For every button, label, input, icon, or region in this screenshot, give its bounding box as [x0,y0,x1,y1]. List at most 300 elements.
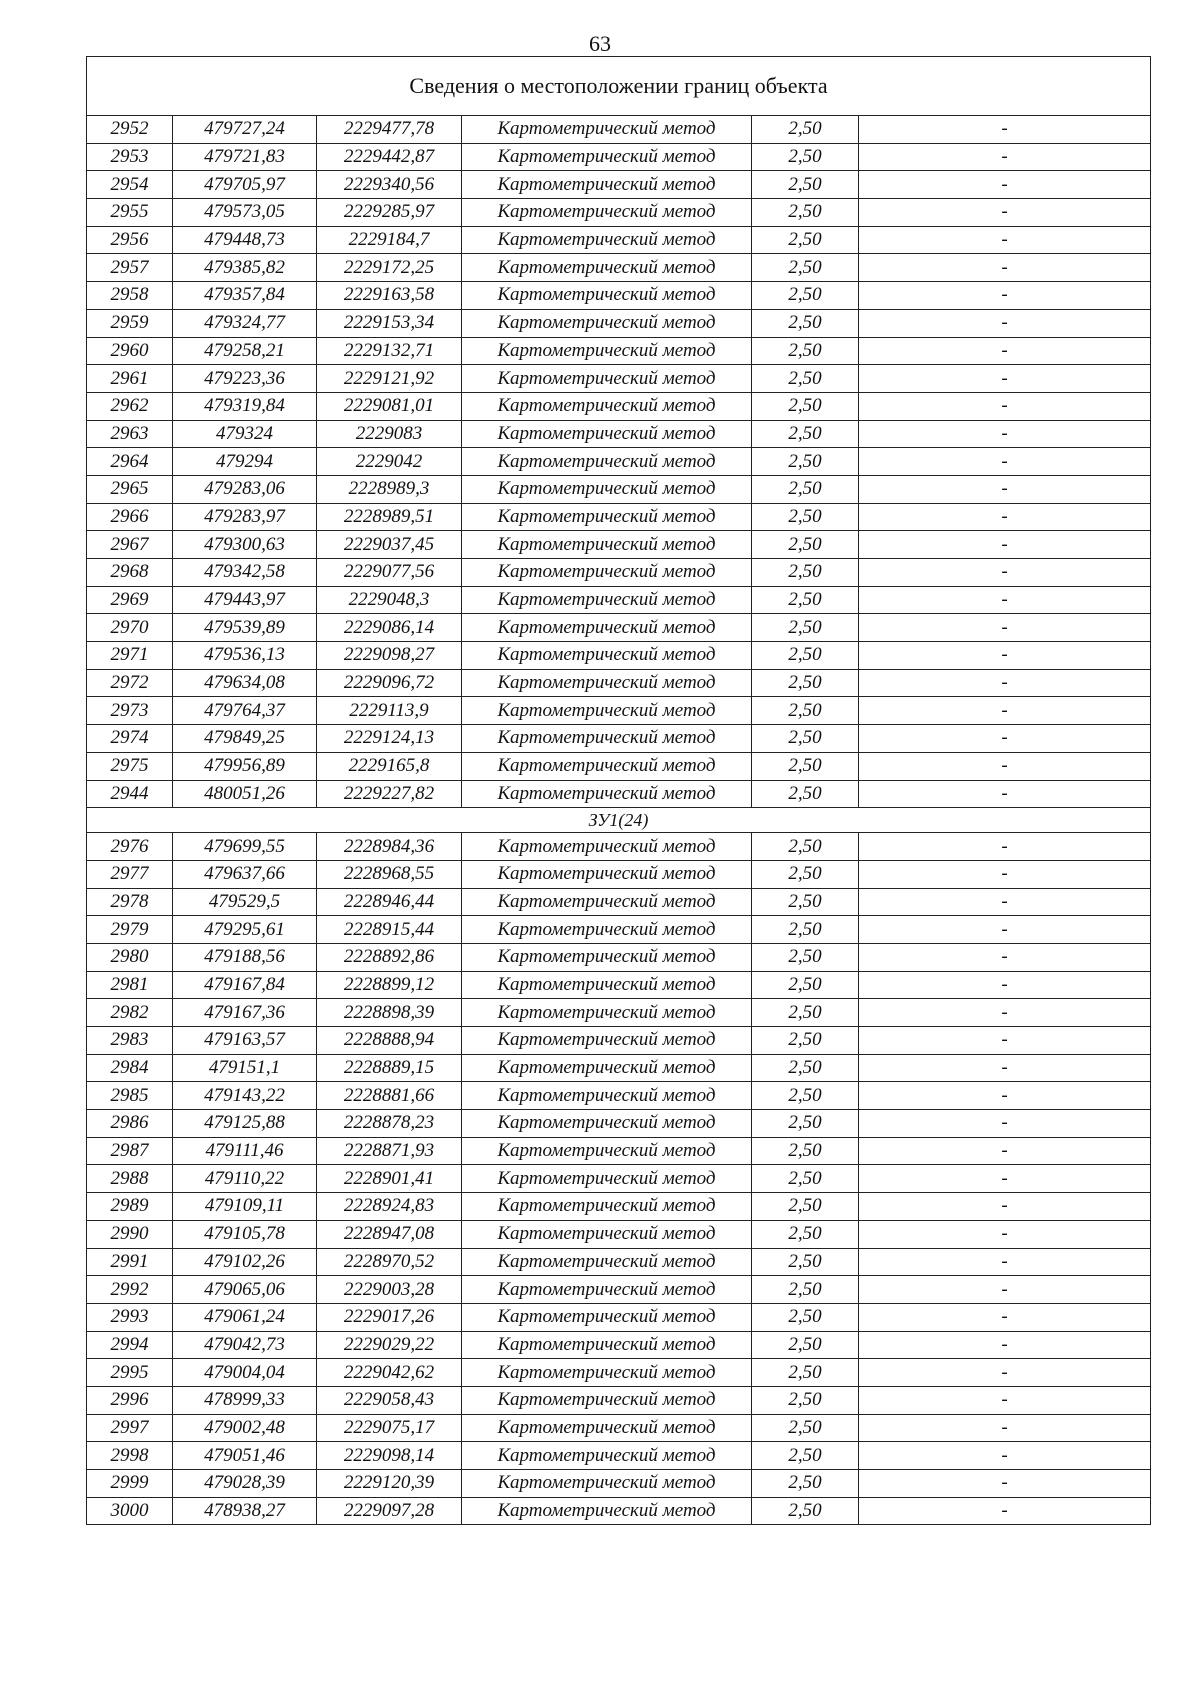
table-row [87,860,1151,888]
cell-coordinate-x: 479258,21 [173,337,317,365]
cell-point-number: 2990 [87,1220,173,1248]
cell-method: Картометрический метод [462,254,752,282]
cell-description: - [859,1359,1151,1387]
cell-description: - [859,365,1151,393]
cell-coordinate-y: 2229042,62 [317,1359,462,1387]
cell-description: - [859,1276,1151,1304]
cell-point-number: 2997 [87,1414,173,1442]
cell-description: - [859,1082,1151,1110]
cell-point-number: 2972 [87,669,173,697]
cell-description: - [859,669,1151,697]
cell-description: - [859,697,1151,725]
cell-coordinate-y: 2229075,17 [317,1414,462,1442]
cell-description: - [859,531,1151,559]
cell-accuracy: 2,50 [752,199,859,227]
cell-accuracy: 2,50 [752,888,859,916]
cell-accuracy: 2,50 [752,586,859,614]
table-row [87,420,1151,448]
table-row [87,1054,1151,1082]
cell-coordinate-x: 479002,48 [173,1414,317,1442]
cell-coordinate-y: 2229172,25 [317,254,462,282]
cell-coordinate-y: 2229184,7 [317,226,462,254]
cell-coordinate-y: 2229042 [317,448,462,476]
cell-coordinate-x: 479539,89 [173,614,317,642]
cell-coordinate-x: 479151,1 [173,1054,317,1082]
cell-accuracy: 2,50 [752,475,859,503]
cell-description: - [859,171,1151,199]
cell-coordinate-x: 479294 [173,448,317,476]
cell-coordinate-y: 2229048,3 [317,586,462,614]
cell-point-number: 2975 [87,752,173,780]
cell-method: Картометрический метод [462,1359,752,1387]
cell-method: Картометрический метод [462,337,752,365]
cell-coordinate-y: 2229086,14 [317,614,462,642]
cell-method: Картометрический метод [462,282,752,310]
cell-method: Картометрический метод [462,1470,752,1498]
cell-method: Картометрический метод [462,1165,752,1193]
cell-accuracy: 2,50 [752,1110,859,1138]
cell-method: Картометрический метод [462,1497,752,1525]
cell-method: Картометрический метод [462,1220,752,1248]
cell-accuracy: 2,50 [752,1442,859,1470]
cell-method: Картометрический метод [462,642,752,670]
table-row [87,448,1151,476]
cell-point-number: 2958 [87,282,173,310]
table-row [87,697,1151,725]
cell-accuracy: 2,50 [752,1331,859,1359]
table-row [87,1331,1151,1359]
cell-description: - [859,392,1151,420]
cell-coordinate-y: 2228901,41 [317,1165,462,1193]
cell-point-number: 2977 [87,860,173,888]
cell-point-number: 3000 [87,1497,173,1525]
cell-method: Картометрический метод [462,971,752,999]
cell-method: Картометрический метод [462,503,752,531]
cell-method: Картометрический метод [462,226,752,254]
cell-accuracy: 2,50 [752,503,859,531]
cell-description: - [859,1165,1151,1193]
cell-accuracy: 2,50 [752,916,859,944]
cell-coordinate-y: 2228984,36 [317,833,462,861]
cell-description: - [859,1386,1151,1414]
cell-accuracy: 2,50 [752,116,859,144]
cell-coordinate-y: 2228881,66 [317,1082,462,1110]
cell-point-number: 2970 [87,614,173,642]
cell-point-number: 2985 [87,1082,173,1110]
table-row [87,971,1151,999]
cell-description: - [859,642,1151,670]
table-row [87,1442,1151,1470]
cell-coordinate-x: 479167,36 [173,999,317,1027]
cell-coordinate-x: 479634,08 [173,669,317,697]
cell-method: Картометрический метод [462,448,752,476]
cell-method: Картометрический метод [462,365,752,393]
table-row [87,143,1151,171]
table-title-row [87,57,1151,116]
cell-description: - [859,833,1151,861]
cell-accuracy: 2,50 [752,1497,859,1525]
cell-coordinate-y: 2228899,12 [317,971,462,999]
cell-point-number: 2999 [87,1470,173,1498]
cell-accuracy: 2,50 [752,1359,859,1387]
cell-coordinate-x: 479721,83 [173,143,317,171]
cell-coordinate-x: 480051,26 [173,780,317,808]
table-row [87,254,1151,282]
cell-point-number: 2998 [87,1442,173,1470]
cell-coordinate-y: 2229098,14 [317,1442,462,1470]
cell-point-number: 2996 [87,1386,173,1414]
cell-point-number: 2992 [87,1276,173,1304]
table-row [87,1137,1151,1165]
cell-accuracy: 2,50 [752,1165,859,1193]
cell-description: - [859,143,1151,171]
cell-accuracy: 2,50 [752,971,859,999]
cell-point-number: 2969 [87,586,173,614]
cell-coordinate-y: 2229003,28 [317,1276,462,1304]
cell-accuracy: 2,50 [752,725,859,753]
cell-description: - [859,916,1151,944]
cell-accuracy: 2,50 [752,1027,859,1055]
cell-accuracy: 2,50 [752,614,859,642]
cell-method: Картометрический метод [462,559,752,587]
cell-accuracy: 2,50 [752,337,859,365]
cell-method: Картометрический метод [462,475,752,503]
cell-point-number: 2974 [87,725,173,753]
cell-coordinate-y: 2229442,87 [317,143,462,171]
cell-method: Картометрический метод [462,116,752,144]
cell-coordinate-x: 479283,06 [173,475,317,503]
table-row [87,1303,1151,1331]
table-row [87,199,1151,227]
table-row [87,337,1151,365]
table-row [87,1470,1151,1498]
cell-accuracy: 2,50 [752,1054,859,1082]
cell-description: - [859,1442,1151,1470]
table-row [87,1359,1151,1387]
cell-coordinate-x: 479385,82 [173,254,317,282]
cell-method: Картометрический метод [462,1303,752,1331]
cell-point-number: 2968 [87,559,173,587]
cell-description: - [859,586,1151,614]
cell-coordinate-x: 479529,5 [173,888,317,916]
cell-coordinate-y: 2229163,58 [317,282,462,310]
cell-method: Картометрический метод [462,780,752,808]
cell-accuracy: 2,50 [752,309,859,337]
cell-method: Картометрический метод [462,309,752,337]
cell-description: - [859,1137,1151,1165]
cell-accuracy: 2,50 [752,282,859,310]
cell-accuracy: 2,50 [752,559,859,587]
cell-accuracy: 2,50 [752,1082,859,1110]
table-row [87,586,1151,614]
table-row [87,780,1151,808]
cell-point-number: 2966 [87,503,173,531]
cell-coordinate-y: 2228989,51 [317,503,462,531]
cell-accuracy: 2,50 [752,1248,859,1276]
cell-description: - [859,1054,1151,1082]
table-row [87,282,1151,310]
cell-coordinate-x: 479188,56 [173,943,317,971]
cell-coordinate-y: 2228989,3 [317,475,462,503]
table-row [87,1027,1151,1055]
cell-description: - [859,116,1151,144]
cell-point-number: 2954 [87,171,173,199]
cell-method: Картометрический метод [462,586,752,614]
cell-description: - [859,1497,1151,1525]
cell-coordinate-y: 2228889,15 [317,1054,462,1082]
cell-coordinate-y: 2228888,94 [317,1027,462,1055]
cell-coordinate-x: 479448,73 [173,226,317,254]
cell-description: - [859,282,1151,310]
cell-coordinate-x: 479111,46 [173,1137,317,1165]
table-row [87,531,1151,559]
cell-coordinate-x: 479042,73 [173,1331,317,1359]
cell-accuracy: 2,50 [752,860,859,888]
cell-accuracy: 2,50 [752,752,859,780]
cell-description: - [859,254,1151,282]
cell-point-number: 2982 [87,999,173,1027]
cell-point-number: 2976 [87,833,173,861]
cell-accuracy: 2,50 [752,999,859,1027]
table-row [87,1248,1151,1276]
cell-coordinate-y: 2229037,45 [317,531,462,559]
cell-point-number: 2944 [87,780,173,808]
cell-coordinate-x: 479727,24 [173,116,317,144]
table-row [87,392,1151,420]
table-row [87,171,1151,199]
cell-coordinate-x: 479705,97 [173,171,317,199]
cell-coordinate-x: 479109,11 [173,1193,317,1221]
cell-accuracy: 2,50 [752,1193,859,1221]
cell-accuracy: 2,50 [752,943,859,971]
cell-method: Картометрический метод [462,1248,752,1276]
table-row [87,669,1151,697]
table-row [87,1082,1151,1110]
cell-method: Картометрический метод [462,752,752,780]
cell-accuracy: 2,50 [752,1303,859,1331]
cell-description: - [859,780,1151,808]
cell-coordinate-x: 479319,84 [173,392,317,420]
cell-method: Картометрический метод [462,614,752,642]
cell-description: - [859,226,1151,254]
cell-coordinate-x: 479105,78 [173,1220,317,1248]
cell-point-number: 2960 [87,337,173,365]
cell-coordinate-y: 2229153,34 [317,309,462,337]
cell-point-number: 2962 [87,392,173,420]
cell-coordinate-y: 2228898,39 [317,999,462,1027]
cell-accuracy: 2,50 [752,171,859,199]
cell-coordinate-y: 2229077,56 [317,559,462,587]
table-row [87,999,1151,1027]
cell-description: - [859,860,1151,888]
cell-point-number: 2973 [87,697,173,725]
cell-accuracy: 2,50 [752,780,859,808]
cell-accuracy: 2,50 [752,1386,859,1414]
cell-coordinate-x: 479637,66 [173,860,317,888]
cell-coordinate-x: 479283,97 [173,503,317,531]
cell-accuracy: 2,50 [752,669,859,697]
cell-description: - [859,420,1151,448]
cell-coordinate-x: 479324 [173,420,317,448]
cell-coordinate-y: 2229058,43 [317,1386,462,1414]
cell-coordinate-y: 2229477,78 [317,116,462,144]
cell-accuracy: 2,50 [752,143,859,171]
table-row [87,916,1151,944]
cell-accuracy: 2,50 [752,1414,859,1442]
cell-description: - [859,752,1151,780]
cell-method: Картометрический метод [462,143,752,171]
cell-point-number: 2994 [87,1331,173,1359]
cell-method: Картометрический метод [462,943,752,971]
cell-accuracy: 2,50 [752,1276,859,1304]
cell-description: - [859,1331,1151,1359]
table-row [87,752,1151,780]
cell-point-number: 2953 [87,143,173,171]
cell-coordinate-x: 479536,13 [173,642,317,670]
cell-point-number: 2980 [87,943,173,971]
cell-point-number: 2955 [87,199,173,227]
cell-point-number: 2995 [87,1359,173,1387]
table-row [87,116,1151,144]
table-body [87,57,1151,1525]
cell-accuracy: 2,50 [752,254,859,282]
cell-method: Картометрический метод [462,392,752,420]
cell-accuracy: 2,50 [752,1220,859,1248]
cell-method: Картометрический метод [462,1331,752,1359]
cell-description: - [859,503,1151,531]
cell-coordinate-y: 2229120,39 [317,1470,462,1498]
cell-point-number: 2979 [87,916,173,944]
cell-coordinate-y: 2228915,44 [317,916,462,944]
cell-coordinate-y: 2229113,9 [317,697,462,725]
cell-description: - [859,475,1151,503]
cell-coordinate-x: 479300,63 [173,531,317,559]
cell-point-number: 2971 [87,642,173,670]
cell-coordinate-x: 479849,25 [173,725,317,753]
cell-coordinate-x: 479004,04 [173,1359,317,1387]
cell-coordinate-x: 478938,27 [173,1497,317,1525]
cell-coordinate-x: 479324,77 [173,309,317,337]
cell-accuracy: 2,50 [752,1470,859,1498]
cell-coordinate-y: 2228878,23 [317,1110,462,1138]
cell-description: - [859,309,1151,337]
cell-description: - [859,199,1151,227]
cell-coordinate-y: 2228968,55 [317,860,462,888]
cell-method: Картометрический метод [462,420,752,448]
cell-point-number: 2952 [87,116,173,144]
table-row [87,614,1151,642]
cell-coordinate-y: 2229165,8 [317,752,462,780]
cell-method: Картометрический метод [462,1386,752,1414]
cell-coordinate-y: 2229285,97 [317,199,462,227]
cell-coordinate-y: 2228892,86 [317,943,462,971]
cell-method: Картометрический метод [462,725,752,753]
table-row [87,503,1151,531]
cell-point-number: 2981 [87,971,173,999]
cell-coordinate-y: 2228947,08 [317,1220,462,1248]
cell-point-number: 2961 [87,365,173,393]
cell-point-number: 2967 [87,531,173,559]
cell-description: - [859,1248,1151,1276]
cell-accuracy: 2,50 [752,642,859,670]
cell-coordinate-y: 2229029,22 [317,1331,462,1359]
cell-description: - [859,337,1151,365]
cell-coordinate-x: 479443,97 [173,586,317,614]
cell-coordinate-x: 479051,46 [173,1442,317,1470]
cell-accuracy: 2,50 [752,531,859,559]
table-row [87,309,1151,337]
cell-coordinate-y: 2229227,82 [317,780,462,808]
cell-coordinate-y: 2228871,93 [317,1137,462,1165]
cell-point-number: 2993 [87,1303,173,1331]
table-row [87,725,1151,753]
cell-coordinate-x: 479102,26 [173,1248,317,1276]
cell-point-number: 2978 [87,888,173,916]
cell-coordinate-y: 2228970,52 [317,1248,462,1276]
cell-coordinate-x: 479223,36 [173,365,317,393]
cell-coordinate-y: 2229097,28 [317,1497,462,1525]
cell-description: - [859,1470,1151,1498]
cell-method: Картометрический метод [462,1027,752,1055]
cell-method: Картометрический метод [462,833,752,861]
cell-point-number: 2991 [87,1248,173,1276]
cell-coordinate-x: 479110,22 [173,1165,317,1193]
cell-method: Картометрический метод [462,860,752,888]
table-row [87,888,1151,916]
table-row [87,833,1151,861]
cell-accuracy: 2,50 [752,697,859,725]
cell-description: - [859,725,1151,753]
cell-coordinate-x: 479295,61 [173,916,317,944]
cell-point-number: 2959 [87,309,173,337]
cell-accuracy: 2,50 [752,833,859,861]
cell-point-number: 2963 [87,420,173,448]
cell-point-number: 2957 [87,254,173,282]
cell-coordinate-y: 2228946,44 [317,888,462,916]
table-row [87,1193,1151,1221]
cell-description: - [859,943,1151,971]
cell-coordinate-x: 479956,89 [173,752,317,780]
cell-description: - [859,1414,1151,1442]
cell-method: Картометрический метод [462,888,752,916]
cell-coordinate-x: 479167,84 [173,971,317,999]
group-label: ЗУ1(24) [87,808,1151,833]
cell-accuracy: 2,50 [752,226,859,254]
cell-description: - [859,448,1151,476]
cell-coordinate-y: 2229098,27 [317,642,462,670]
cell-method: Картометрический метод [462,999,752,1027]
cell-coordinate-x: 479764,37 [173,697,317,725]
table-row [87,365,1151,393]
cell-description: - [859,559,1151,587]
cell-description: - [859,999,1151,1027]
cell-point-number: 2984 [87,1054,173,1082]
table-row [87,1110,1151,1138]
table-row [87,1497,1151,1525]
cell-description: - [859,1193,1151,1221]
cell-coordinate-y: 2228924,83 [317,1193,462,1221]
cell-method: Картометрический метод [462,199,752,227]
cell-point-number: 2965 [87,475,173,503]
table-row [87,1165,1151,1193]
cell-description: - [859,888,1151,916]
cell-coordinate-y: 2229340,56 [317,171,462,199]
cell-coordinate-x: 479065,06 [173,1276,317,1304]
cell-coordinate-x: 479357,84 [173,282,317,310]
cell-accuracy: 2,50 [752,365,859,393]
cell-coordinate-y: 2229083 [317,420,462,448]
boundary-coordinates-table [86,56,1151,1525]
